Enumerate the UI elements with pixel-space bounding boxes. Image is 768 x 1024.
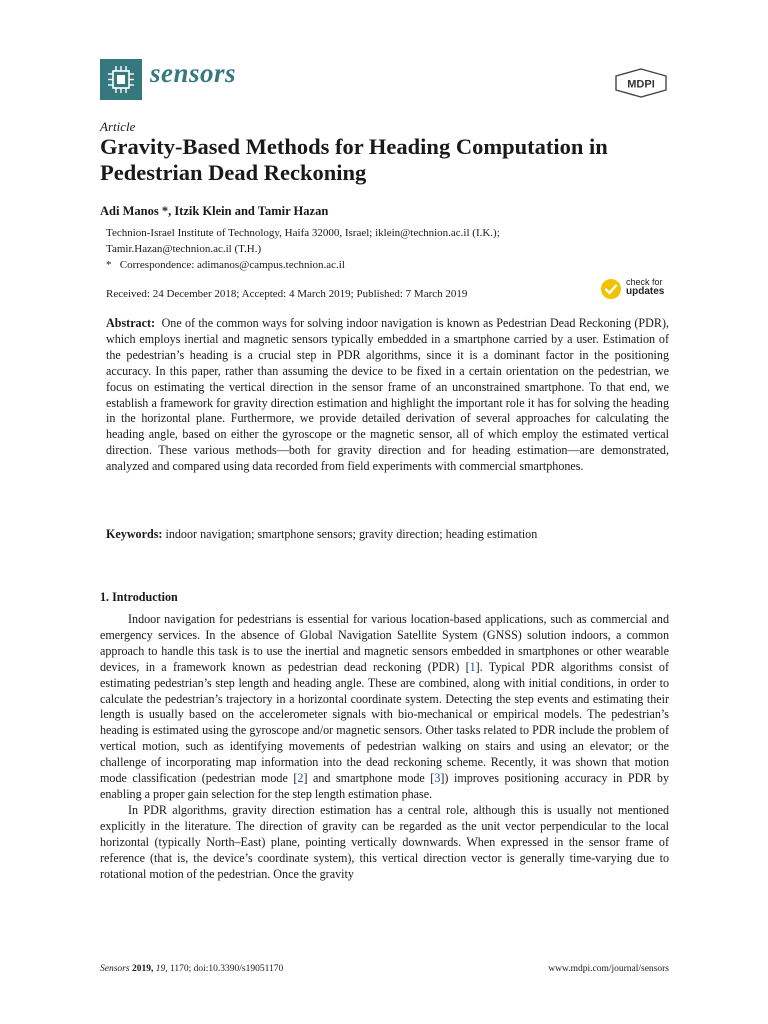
check-updates-line-2: updates — [626, 286, 665, 297]
citation-link-2[interactable]: 2 — [297, 771, 304, 786]
article-type: Article — [100, 119, 136, 134]
paper-title: Gravity-Based Methods for Heading Computation in Pedestrian Dead Reckoning — [100, 134, 608, 185]
introduction-body — [100, 612, 669, 882]
affiliation-line-2: Tamir.Hazan@technion.ac.il (T.H.) — [106, 243, 262, 255]
check-updates-line-1: check for — [626, 277, 663, 287]
footer-volume: 19, — [155, 964, 168, 974]
affiliation-line-1: Technion-Israel Institute of Technology, Haifa 32000, Israel; iklein@technion.ac.il (I.K.); — [106, 227, 500, 239]
paragraph-2: In PDR algorithms, gravity direction estimation has a central role, although this is usually not mentioned explicitly in the literature. The direction of gravity can be regarded as the unit vector perpendicular to the local horizontal (typically North–East) plane, pointing vertically downwards. When expressed in the sensor frame of reference (that is, the device’s coordinate system), this vertical direction vector is generally time-varying due to rotational motion of the pedestrian. Once the gravity — [100, 802, 669, 881]
footer-year: 2019, — [131, 964, 154, 974]
section-heading: 1. Introduction — [100, 590, 178, 604]
author-list: Adi Manos *, Itzik Klein and Tamir Hazan — [100, 204, 329, 218]
paragraph-1 — [100, 612, 669, 803]
publisher-name: MDPI — [627, 78, 655, 91]
correspondence-marker: * — [106, 259, 112, 271]
correspondence-text: Correspondence: adimanos@campus.technion.ac.il — [119, 259, 345, 271]
abstract — [106, 316, 669, 475]
keywords-label: Keywords: — [106, 527, 163, 541]
paragraph-1-part-a: Indoor navigation for pedestrians is essential for various location-based applications, such as commercial and emergency services. In the absence of Global Navigation Satellite System (GNSS) solution indoors, a common approach to handle this task is to use the inertial and magnetic sensors embedded in smartphones or other wearable devices, in a framework known as pedestrian dead reckoning (PDR) [ — [100, 612, 669, 674]
correspondence-line — [106, 257, 686, 273]
footer-doi: 1170; doi:10.3390/s19051170 — [169, 964, 284, 974]
journal-url-link[interactable]: www.mdpi.com/journal/sensors — [548, 964, 669, 974]
journal-name: sensors — [150, 58, 237, 88]
citation-link-1[interactable]: 1 — [469, 659, 476, 674]
keywords-text: indoor navigation; smartphone sensors; gravity direction; heading estimation — [165, 527, 538, 541]
abstract-text: One of the common ways for solving indoor navigation is known as Pedestrian Dead Reckoning (PDR), which employs inertial and magnetic sensors typically embedded in a smartphone carried by a user. Estimation of the pedestrian’s heading is a crucial step in PDR algorithms, since it is a dominant factor in the positioning accuracy. In this paper, rather than assuming the device to be fixed in a certain orientation on the pedestrian, we focus on estimating the vertical direction in the sensor frame of an unconstrained smartphone. To that end, we establish a framework for gravity direction estimation and highlight the important role it has for solving the heading in the horizontal plane. Furthermore, we provide detailed derivation of several approaches for calculating the heading angle, based on either the gyroscope or the magnetic sensor, all of which employ the estimated vertical direction. These various methods—both for gravity direction and for heading estimation—are demonstrated, analyzed and compared using data recorded from field experiments with commercial smartphones. — [106, 316, 669, 474]
abstract-label: Abstract: — [106, 316, 156, 330]
affiliation-block — [106, 225, 686, 273]
paragraph-1-part-d: ]) improves positioning accuracy in PDR by enabling a proper gain selection for the step length estimation phase. — [100, 771, 670, 801]
check-for-updates-badge[interactable] — [600, 276, 672, 304]
mdpi-logo — [614, 68, 668, 98]
citation-footer — [100, 964, 283, 974]
sensors-logo-icon — [100, 59, 142, 100]
keywords — [106, 527, 669, 542]
paragraph-1-part-b: ]. Typical PDR algorithms consist of estimating pedestrian’s step length and heading angle. These are combined, along with initial conditions, in order to calculate the pedestrian’s trajectory in a horizontal coordinate system. Detecting the step events and estimating their length is usually based on the accelerometer signals with bio-mechanical or empirical models. The pedestrian’s heading is estimated using the gyroscope and/or magnetic sensors. Other tasks related to PDR include the problem of vertical motion, such as identifying movements of pedestrian walking on stairs and using an elevator; or the challenge of incorporating map information into the dead reckoning scheme. Recently, it was shown that motion mode classification (pedestrian mode [ — [100, 659, 670, 786]
footer-journal: Sensors — [100, 964, 130, 974]
paragraph-1-part-c: ] and smartphone mode [ — [303, 771, 435, 786]
check-updates-icon — [600, 278, 622, 300]
citation-link-3[interactable]: 3 — [434, 771, 441, 786]
publication-dates: Received: 24 December 2018; Accepted: 4 March 2019; Published: 7 March 2019 — [106, 288, 468, 300]
